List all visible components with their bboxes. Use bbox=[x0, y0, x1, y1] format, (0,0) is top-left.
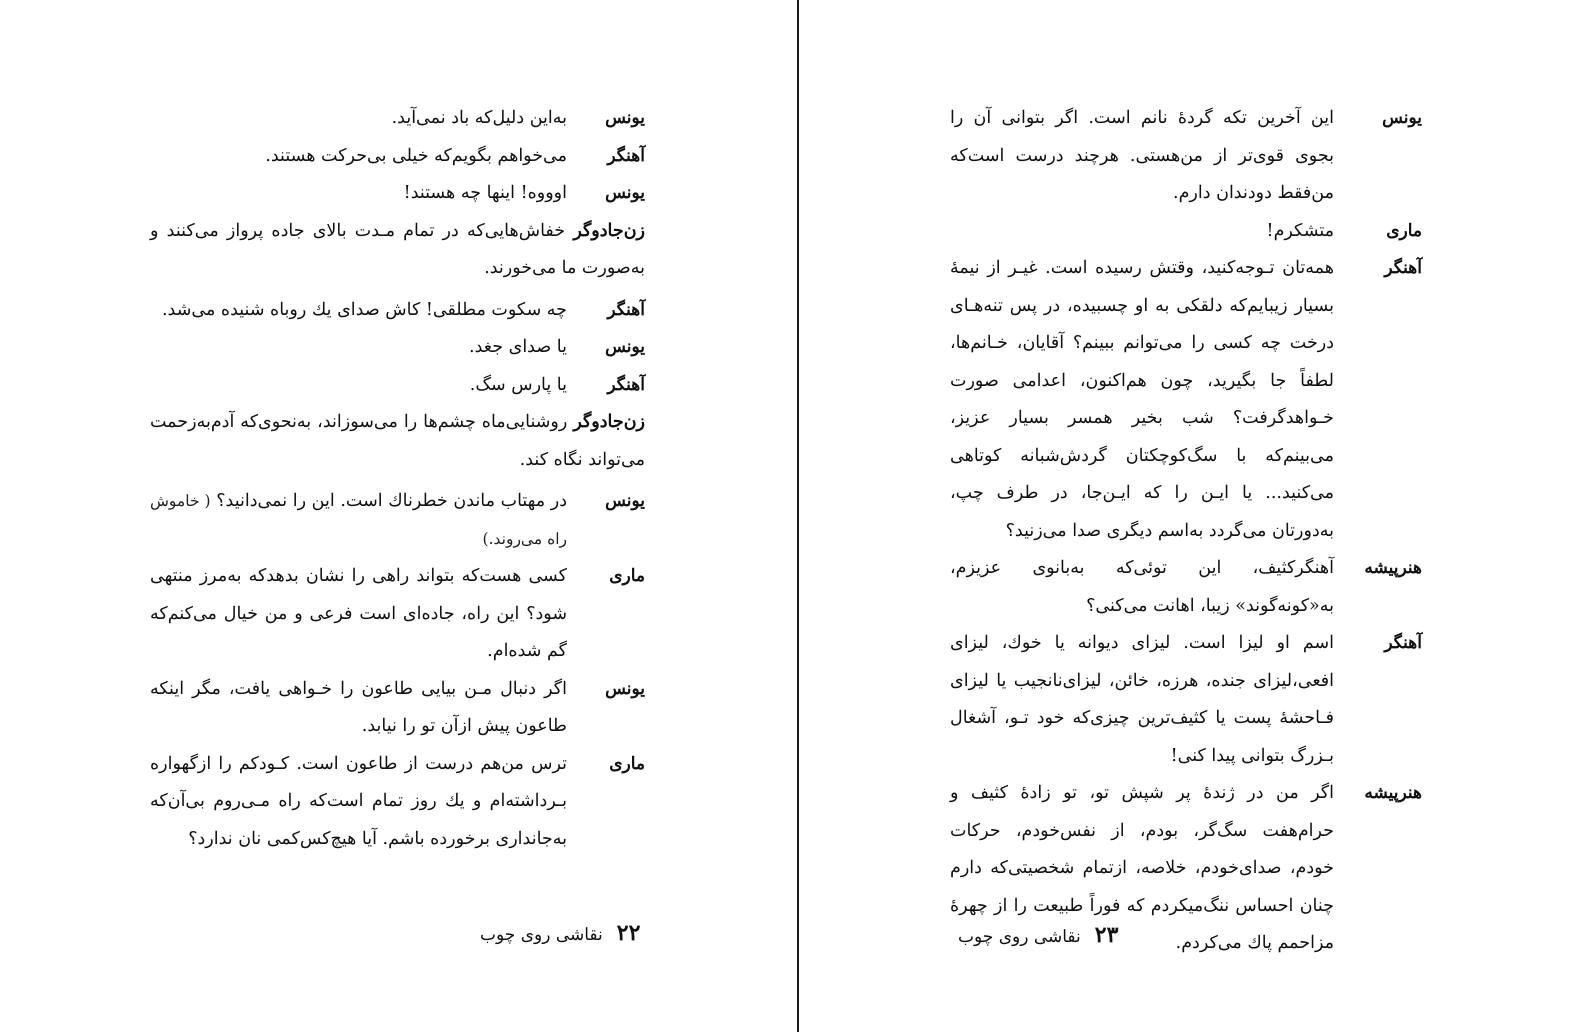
speaker-name: یونس bbox=[605, 491, 645, 511]
dialogue-text: کسی هست‌که بتواند راهی را نشان بدهدکه به‌مرز منتهی شود؟ این راه، جاده‌ای است فرعی و من خیال می‌کنم‌که گم شده‌ام. bbox=[150, 566, 567, 661]
dialogue-text: می‌خواهم بگویم‌که خیلی بی‌حرکت هستند. bbox=[265, 145, 567, 166]
dialogue-text: به‌این دلیل‌که باد نمی‌آید. bbox=[391, 108, 567, 128]
dialogue-entry bbox=[150, 175, 645, 213]
dialogue-text: اوووه! اینها چه هستند! bbox=[403, 183, 567, 203]
dialogue-entry bbox=[950, 100, 1422, 213]
stage-direction: ( خاموش راه می‌روند.) bbox=[150, 492, 567, 548]
dialogue-text: اگر دنبال مـن بیایی طاعون را خـواهی یافت، مگر اینکه طاعون پیش ازآن تو را نیابد. bbox=[150, 678, 567, 736]
dialogue-text: یا صدای جغد. bbox=[469, 337, 567, 357]
speaker-name: زن‌جادوگر bbox=[573, 412, 645, 432]
page-number: ۲۳ bbox=[1094, 922, 1119, 948]
dialogue-text: اسم او لیزا است. لیزای دیوانه یا خوك، لیزای افعی،لیزای جنده، هرزه، خائن، لیزای‌نانجیب یا لیزای فـاحشهٔ پست یا کثیف‌ترین چیزی‌که خود تـو، آشغال بـزرگ‌ بتوانی پیدا کنی! bbox=[950, 633, 1334, 766]
dialogue-entry bbox=[950, 550, 1422, 625]
dialogue-text: این آخرین تکه گردهٔ نانم است. اگر بتوانی آن را بجوی قوی‌تر از من‌هستی. هرچند درست است‌که من‌فقط دودندان دارم. bbox=[950, 108, 1334, 203]
dialogue-text: اگر من در ژندهٔ پر شپش تو، تو زادهٔ کثیف و حرام‌هفت سگ‌گر، بودم، از نفس‌خودم، حرکات خودم، صدای‌خودم، خلاصه، ازتمام شخصیتی‌که دارم چنان احساس ننگ‌میکردم که فوراً طبیعت را از چهرهٔ مزاحمم پاك می‌کردم. bbox=[950, 783, 1334, 953]
dialogue-entry bbox=[150, 483, 645, 558]
speaker-name: آهنگر bbox=[607, 374, 645, 395]
dialogue-entry bbox=[150, 138, 645, 176]
speaker-name: یونس bbox=[605, 108, 645, 128]
dialogue-entry bbox=[150, 213, 645, 288]
dialogue-text: روشنایی‌ماه چشم‌ها را می‌سوزاند، به‌نحوی‌که آدم‌به‌زحمت می‌تواند نگاه کند. bbox=[150, 412, 645, 470]
dialogue-entry bbox=[150, 746, 645, 859]
speaker-name: هنرپیشه bbox=[1364, 558, 1422, 578]
speaker-name: یونس bbox=[1382, 108, 1422, 128]
speaker-name: آهنگر bbox=[1384, 633, 1422, 653]
dialogue-text-full-width bbox=[150, 404, 645, 479]
running-title: نقاشی روی چوب bbox=[958, 927, 1081, 947]
page-right bbox=[950, 100, 1422, 963]
page-number: ۲۲ bbox=[616, 920, 641, 946]
speaker-name: ماری bbox=[609, 566, 645, 586]
running-title: نقاشی روی چوب bbox=[480, 925, 603, 945]
dialogue-entry bbox=[950, 250, 1422, 550]
gutter-divider bbox=[797, 0, 799, 1032]
dialogue-text: یا پارس سگ. bbox=[469, 374, 567, 395]
speaker-name: آهنگر bbox=[607, 145, 645, 166]
dialogue-text-span: در مهتاب ماندن خطرناك است. این را نمی‌دانید؟ bbox=[216, 491, 567, 511]
page-footer-right bbox=[958, 922, 1118, 948]
dialogue-text-full-width bbox=[150, 213, 645, 288]
dialogue-text: چه سکوت مطلقی! کاش صدای یك روباه شنیده می‌شد. bbox=[161, 299, 567, 320]
page-left bbox=[150, 100, 645, 858]
speaker-name: هنرپیشه bbox=[1364, 783, 1422, 803]
dialogue-entry bbox=[150, 100, 645, 138]
dialogue-text: متشکرم! bbox=[1266, 220, 1334, 241]
speaker-name: یونس bbox=[605, 183, 645, 203]
dialogue-entry bbox=[150, 292, 645, 330]
dialogue-text: همه‌تان تـوجه‌کنید، وقتش رسیده است. غیـر از نیمهٔ بسیار زیبایم‌که دلقکی به او چسبیده، در پس تنه‌هـای درخت چه کسی را می‌توانم ببینم؟ آقایان، خـانم‌ها، لطفاً جا بگیرید، چون هم‌اکنون، اعدامی صورت خـواهدگرفت؟ شب بخیر همسر بسیار عزیز، می‌بینم‌که با سگ‌کوچکتان گردش‌شبانه کوتاهی می‌کنید... یا ایـن را که ایـن‌جا، در طرف چپ، به‌دورتان می‌گردد به‌اسم دیگری صدا می‌زنید؟ bbox=[950, 258, 1334, 541]
dialogue-entry bbox=[150, 329, 645, 367]
dialogue-text bbox=[150, 483, 567, 558]
speaker-name: ماری bbox=[609, 753, 645, 774]
dialogue-text: خفاش‌هایی‌که در تمام مـدت بالای جاده پرواز می‌کنند و به‌صورت ما می‌خورند. bbox=[150, 220, 645, 278]
speaker-name: یونس bbox=[605, 337, 645, 357]
speaker-name: ماری bbox=[1386, 220, 1422, 241]
speaker-name: آهنگر bbox=[607, 299, 645, 320]
dialogue-entry bbox=[150, 404, 645, 479]
page-footer-left bbox=[480, 920, 640, 946]
speaker-name: زن‌جادوگر bbox=[573, 220, 645, 241]
dialogue-entry bbox=[150, 367, 645, 405]
speaker-name: یونس bbox=[605, 678, 645, 699]
dialogue-entry bbox=[950, 625, 1422, 775]
dialogue-entry bbox=[950, 213, 1422, 251]
dialogue-entry bbox=[150, 671, 645, 746]
dialogue-text: آهنگرکثیف، این توئی‌که به‌بانوی عزیزم، به«کونه‌گوند» زیبا، اهانت می‌کنی؟ bbox=[950, 558, 1334, 616]
dialogue-text: ترس من‌هم درست از طاعون است. کـودکم را ازگهواره بـرداشته‌ام و یك روز تمام است‌که راه مـی‌روم بی‌آن‌که به‌جانداری برخورده باشم. آیا هیچ‌کس‌کمی نان ندارد؟ bbox=[150, 753, 567, 849]
dialogue-entry bbox=[150, 558, 645, 671]
speaker-name: آهنگر bbox=[1384, 258, 1422, 278]
